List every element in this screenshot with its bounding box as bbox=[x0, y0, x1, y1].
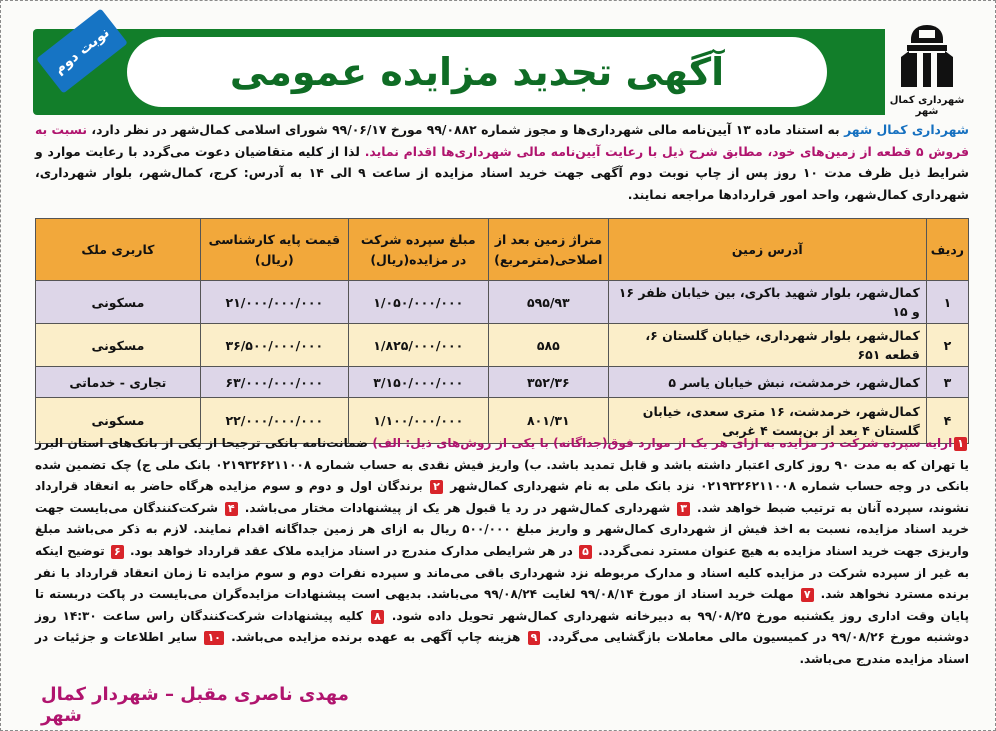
page-title: آگهی تجدید مزایده عمومی bbox=[229, 50, 725, 94]
intro-highlight: نسبت به فروش ۵ قطعه از زمین‌های خود، مطابق شرح ذیل با رعایت آیین‌نامه مالی شهرداری‌ها اقدام نماید. bbox=[35, 122, 969, 159]
header-base-price: قیمت پایه کارشناسی (ریال) bbox=[200, 219, 348, 281]
title-box bbox=[127, 37, 827, 107]
cell-base-price: ۳۶/۵۰۰/۰۰۰/۰۰۰ bbox=[200, 324, 348, 367]
cell-idx: ۴ bbox=[926, 398, 968, 444]
cell-usage: مسکونی bbox=[36, 324, 201, 367]
cell-address: کمال‌شهر، بلوار شهید باکری، بین خیابان ظفر ۱۶ و ۱۵ bbox=[608, 281, 926, 324]
condition-6-text: توضیح اینکه به غیر از سپرده شرکت در مزایده کلیه اسناد و مدارک مربوطه نزد شهرداری باقی می‌ماند و سپرده نفرات دوم و سوم مزایده تا زمان انعقاد قرارداد با نفر برنده مسترد نخواهد شد. bbox=[35, 543, 969, 602]
cell-usage: مسکونی bbox=[36, 398, 201, 444]
condition-number: ۵ bbox=[579, 545, 592, 559]
cell-base-price: ۲۱/۰۰۰/۰۰۰/۰۰۰ bbox=[200, 281, 348, 324]
table-row bbox=[36, 324, 969, 367]
condition-number: ۲ bbox=[430, 480, 443, 494]
mayor-signature: مهدی ناصری مقبل – شهردار کمال شهر bbox=[41, 684, 349, 726]
lots-table bbox=[35, 218, 969, 444]
cell-area: ۳۵۲/۳۶ bbox=[488, 367, 608, 398]
condition-number: ۷ bbox=[801, 588, 814, 602]
intro-text-1: به استناد ماده ۱۳ آیین‌نامه مالی شهرداری‌ها و مجوز شماره ۹۹/۰۸۸۲ مورخ ۹۹/۰۶/۱۷ شورای اسلامی کمال‌شهر در نظر دارد، bbox=[86, 122, 845, 137]
condition-2-text: برندگان اول و دوم و سوم مزایده هرگاه حاضر به انعقاد قرارداد نشوند، سپرده آنان به ترتیب ضبط خواهد شد. bbox=[35, 479, 969, 515]
condition-number: ۱۰ bbox=[204, 631, 223, 645]
cell-idx: ۳ bbox=[926, 367, 968, 398]
condition-1-text: ضمانت‌نامه بانکی ترجیحا از یکی از بانک‌های استان البرز یا تهران که به مدت ۹۰ روز کاری اعتبار داشته باشد و قابل تمدید باشد. ب) واریز فیش نقدی به حساب شماره ۰۲۱۹۳۲۶۲۱۱۰۰۸ بانک ملی ج) چک تضمین شده بانکی در وجه حساب شماره ۰۲۱۹۳۲۶۲۱۱۰۰۸ نزد بانک ملی به نام شهرداری کمال‌شهر bbox=[35, 436, 969, 494]
municipality-emblem-icon bbox=[897, 21, 957, 93]
intro-paragraph bbox=[35, 119, 969, 205]
cell-deposit: ۳/۱۵۰/۰۰۰/۰۰۰ bbox=[348, 367, 488, 398]
cell-deposit: ۱/۸۲۵/۰۰۰/۰۰۰ bbox=[348, 324, 488, 367]
logo-caption: شهرداری کمال شهر bbox=[889, 95, 965, 117]
intro-text-2: لذا از کلیه متقاضیان دعوت می‌گردد با رعایت موارد و شرایط ذیل ظرف مدت ۱۰ روز پس از چاپ نوبت دوم آگهی جهت خرید اسناد مزایده از ساعت ۹ الی ۱۴ به آدرس: کرج، کمال‌شهر، بلوار شهرداری، شهرداری کمال‌شهر، واحد امور قراردادها مراجعه نمایند. bbox=[35, 143, 969, 202]
condition-number: ۴ bbox=[225, 502, 238, 516]
condition-number: ۳ bbox=[677, 502, 690, 516]
cell-base-price: ۲۲/۰۰۰/۰۰۰/۰۰۰ bbox=[200, 398, 348, 444]
lots-table-wrap bbox=[35, 218, 969, 444]
header-deposit: مبلغ سپرده شرکت در مزایده(ریال) bbox=[348, 219, 488, 281]
header-area: متراژ زمین بعد از اصلاحی(مترمربع) bbox=[488, 219, 608, 281]
cell-area: ۵۸۵ bbox=[488, 324, 608, 367]
condition-number: ۶ bbox=[111, 545, 124, 559]
condition-7-text: مهلت خرید اسناد از مورخ ۹۹/۰۸/۱۴ لغایت ۹۹/۰۸/۲۴ می‌باشد. بدیهی است پیشنهادات مزایده‌گران می‌بایست در پاکت دربسته تا پایان وقت اداری روز یکشنبه مورخ ۹۹/۰۸/۲۵ به دبیرخانه شهرداری کمال‌شهر تحویل داده شود. bbox=[35, 587, 970, 623]
municipality-logo bbox=[885, 21, 969, 117]
cell-address: کمال‌شهر، بلوار شهرداری، خیابان گلستان ۶، قطعه ۶۵۱ bbox=[608, 324, 926, 367]
condition-3-text: شهرداری کمال‌شهر در رد یا قبول هر یک از پیشنهادات مختار می‌باشد. bbox=[244, 500, 676, 515]
cell-usage: تجاری - خدماتی bbox=[36, 367, 201, 398]
intro-brand: شهرداری کمال شهر bbox=[844, 122, 969, 137]
cell-address: کمال‌شهر، خرمدشت، نبش خیابان یاسر ۵ bbox=[608, 367, 926, 398]
header-address: آدرس زمین bbox=[608, 219, 926, 281]
header-idx: ردیف bbox=[926, 219, 968, 281]
condition-number: ۹ bbox=[528, 631, 541, 645]
header-usage: کاربری ملک bbox=[36, 219, 201, 281]
round-badge: نوبت دوم bbox=[36, 8, 128, 93]
condition-5-text: در هر شرایطی مدارک مندرج در اسناد مزایده ملاک عقد قرارداد خواهد بود. bbox=[129, 543, 578, 558]
cell-deposit: ۱/۰۵۰/۰۰۰/۰۰۰ bbox=[348, 281, 488, 324]
condition-number: ۱ bbox=[954, 437, 967, 451]
condition-8-text: کلیه پیشنهادات شرکت‌کنندگان راس ساعت ۱۴:۳۰ روز دوشنبه مورخ ۹۹/۰۸/۲۶ در کمیسیون مالی معاملات بازگشایی می‌گردد. bbox=[35, 608, 969, 645]
cell-base-price: ۶۳/۰۰۰/۰۰۰/۰۰۰ bbox=[200, 367, 348, 398]
condition-9-text: هزینه چاپ آگهی به عهده برنده مزایده می‌باشد. bbox=[231, 630, 526, 645]
condition-number: ۸ bbox=[371, 610, 384, 624]
cell-address: کمال‌شهر، خرمدشت، ۱۶ متری سعدی، خیابان گلستان ۴ بعد از بن‌بست ۴ غربی bbox=[608, 398, 926, 444]
auction-conditions bbox=[35, 433, 969, 671]
condition-4-text: شرکت‌کنندگان می‌بایست جهت خرید اسناد مزایده، نسبت به اخذ فیش از شهرداری کمال‌شهر و واریز مبلغ ۵۰۰/۰۰۰ ریال به ازای هر زمین جداگانه اقدام نمایند. لازم به ذکر می‌باشد مبلغ واریزی جهت خرید اسناد مزایده به هیچ عنوان مسترد نمی‌گردد. bbox=[35, 500, 970, 558]
table-row bbox=[36, 367, 969, 398]
table-row bbox=[36, 281, 969, 324]
cell-idx: ۱ bbox=[926, 281, 968, 324]
cell-deposit: ۱/۱۰۰/۰۰۰/۰۰۰ bbox=[348, 398, 488, 444]
cell-area: ۵۹۵/۹۳ bbox=[488, 281, 608, 324]
cell-area: ۸۰۱/۳۱ bbox=[488, 398, 608, 444]
cell-idx: ۲ bbox=[926, 324, 968, 367]
condition-10-text: سایر اطلاعات و جزئیات در اسناد مزایده مندرج می‌باشد. bbox=[35, 630, 969, 666]
table-header-row bbox=[36, 219, 969, 281]
condition-1-highlight: ارایه سپرده شرکت در مزایده به ازای هر یک از موارد فوق(جداگانه) با یکی از روش‌های ذیل: الف) bbox=[372, 436, 953, 450]
cell-usage: مسکونی bbox=[36, 281, 201, 324]
